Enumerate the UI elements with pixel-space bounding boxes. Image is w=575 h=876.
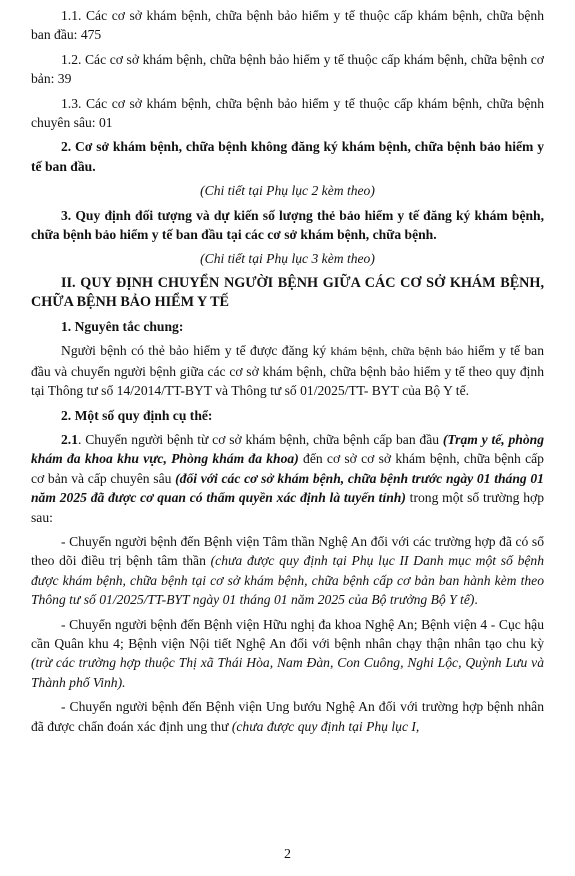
principle-title: 1. Nguyên tắc chung: [61,318,184,334]
principle-text-small: khám bệnh, chữa bệnh bảo [330,344,464,359]
part-ii-heading: II. QUY ĐỊNH CHUYỂN NGƯỜI BỆNH GIỮA CÁC CƠ SỞ KHÁM BỆNH, CHỮA BỆNH BẢO HIỂM Y TẾ [31,274,544,310]
bullet-3-note: (chưa được quy định tại Phụ lục I, [231,718,420,734]
paragraph-2-1-text-c: đến cơ sở cơ sở khám bệnh, chữa bệnh cấp cơ bản và cấp chuyên sâu [31,451,544,486]
paragraph-2-1-text-a: . Chuyển người bệnh từ cơ sở khám bệnh, chữa bệnh cấp ban đầu [78,431,440,447]
principle-text-b: hiểm y tế ban đầu và chuyển người bệnh giữa các cơ sở khám bệnh, chữa bệnh bảo hiểm y tế theo quy định tại Thông tư số 14/2014/TT-BYT và Thông tư số 01/2025/TT- BYT của Bộ Y tế. [31,343,544,399]
paragraph-2-1 [31,430,544,527]
paragraph-2-1-emphasis-2: (đối với các cơ sở khám bệnh, chữa bệnh trước ngày 01 tháng 01 năm 2025 đã được cơ quan có thẩm quyền xác định là tuyến tỉnh) [31,470,544,506]
principle-paragraph [31,341,544,400]
section-3-title: 3. Quy định đối tượng và dự kiến số lượng thẻ bảo hiểm y tế đăng ký khám bệnh, chữa bệnh bảo hiểm y tế ban đầu tại các cơ sở khám bệnh, chữa bệnh. [31,207,544,243]
bullet-2-note: (trừ các trường hợp thuộc Thị xã Thái Hòa, Nam Đàn, Con Cuông, Nghi Lộc, Quỳnh Lưu và Thành phố Vinh). [31,655,544,690]
bullet-1-note: (chưa được quy định tại Phụ lục II Danh mục một số bệnh được khám bệnh, chữa bệnh tại cơ sở khám bệnh, chữa bệnh cấp cơ bản ban hành kèm theo Thông tư số 01/2025/TT-BYT ngày 01 tháng 01 năm 2025 của Bộ trưởng Bộ Y tế) [31,553,544,608]
bullet-2 [31,615,544,693]
section-2-note: (Chi tiết tại Phụ lục 2 kèm theo) [200,183,375,199]
bullet-2-text: - Chuyển người bệnh đến Bệnh viện Hữu nghị đa khoa Nghệ An; Bệnh viện 4 - Cục hậu cần Quân khu 4; Bệnh viện Nội tiết Nghệ An đối với bệnh nhân chạy thận nhân tạo chu kỳ [31,616,544,651]
paragraph-2-1-text-e: trong một số trường hợp sau: [31,490,544,525]
bullet-1-end: . [474,592,478,608]
item-1-1: 1.1. Các cơ sở khám bệnh, chữa bệnh bảo hiểm y tế thuộc cấp khám bệnh, chữa bệnh ban đầu: 475 [31,8,544,43]
paragraph-2-1-emphasis-1: (Trạm y tế, phòng khám đa khoa khu vực, Phòng khám đa khoa) [31,431,544,467]
principle-text-a: Người bệnh có thẻ bảo hiểm y tế được đăng ký [61,343,327,359]
section-2-title: 2. Cơ sở khám bệnh, chữa bệnh không đăng ký khám bệnh, chữa bệnh bảo hiểm y tế ban đầu. [31,139,544,174]
section-3-note: (Chi tiết tại Phụ lục 3 kèm theo) [200,251,375,267]
specific-title: 2. Một số quy định cụ thể: [61,407,213,423]
bullet-1 [31,532,544,610]
item-1-2: 1.2. Các cơ sở khám bệnh, chữa bệnh bảo hiểm y tế thuộc cấp khám bệnh, chữa bệnh cơ bản: 39 [31,51,544,87]
paragraph-2-1-number: 2.1 [61,431,78,447]
bullet-3-text: - Chuyển người bệnh đến Bệnh viện Ung bướu Nghệ An đối với trường hợp bệnh nhân đã được chẩn đoán xác định ung thư [31,699,544,734]
bullet-3 [31,697,544,736]
item-1-3: 1.3. Các cơ sở khám bệnh, chữa bệnh bảo hiểm y tế thuộc cấp khám bệnh, chữa bệnh chuyên sâu: 01 [31,95,544,131]
bullet-1-text: - Chuyển người bệnh đến Bệnh viện Tâm thần Nghệ An đối với các trường hợp đã có sổ theo dõi điều trị bệnh tâm thần [31,533,544,569]
page-number: 2 [284,846,291,862]
